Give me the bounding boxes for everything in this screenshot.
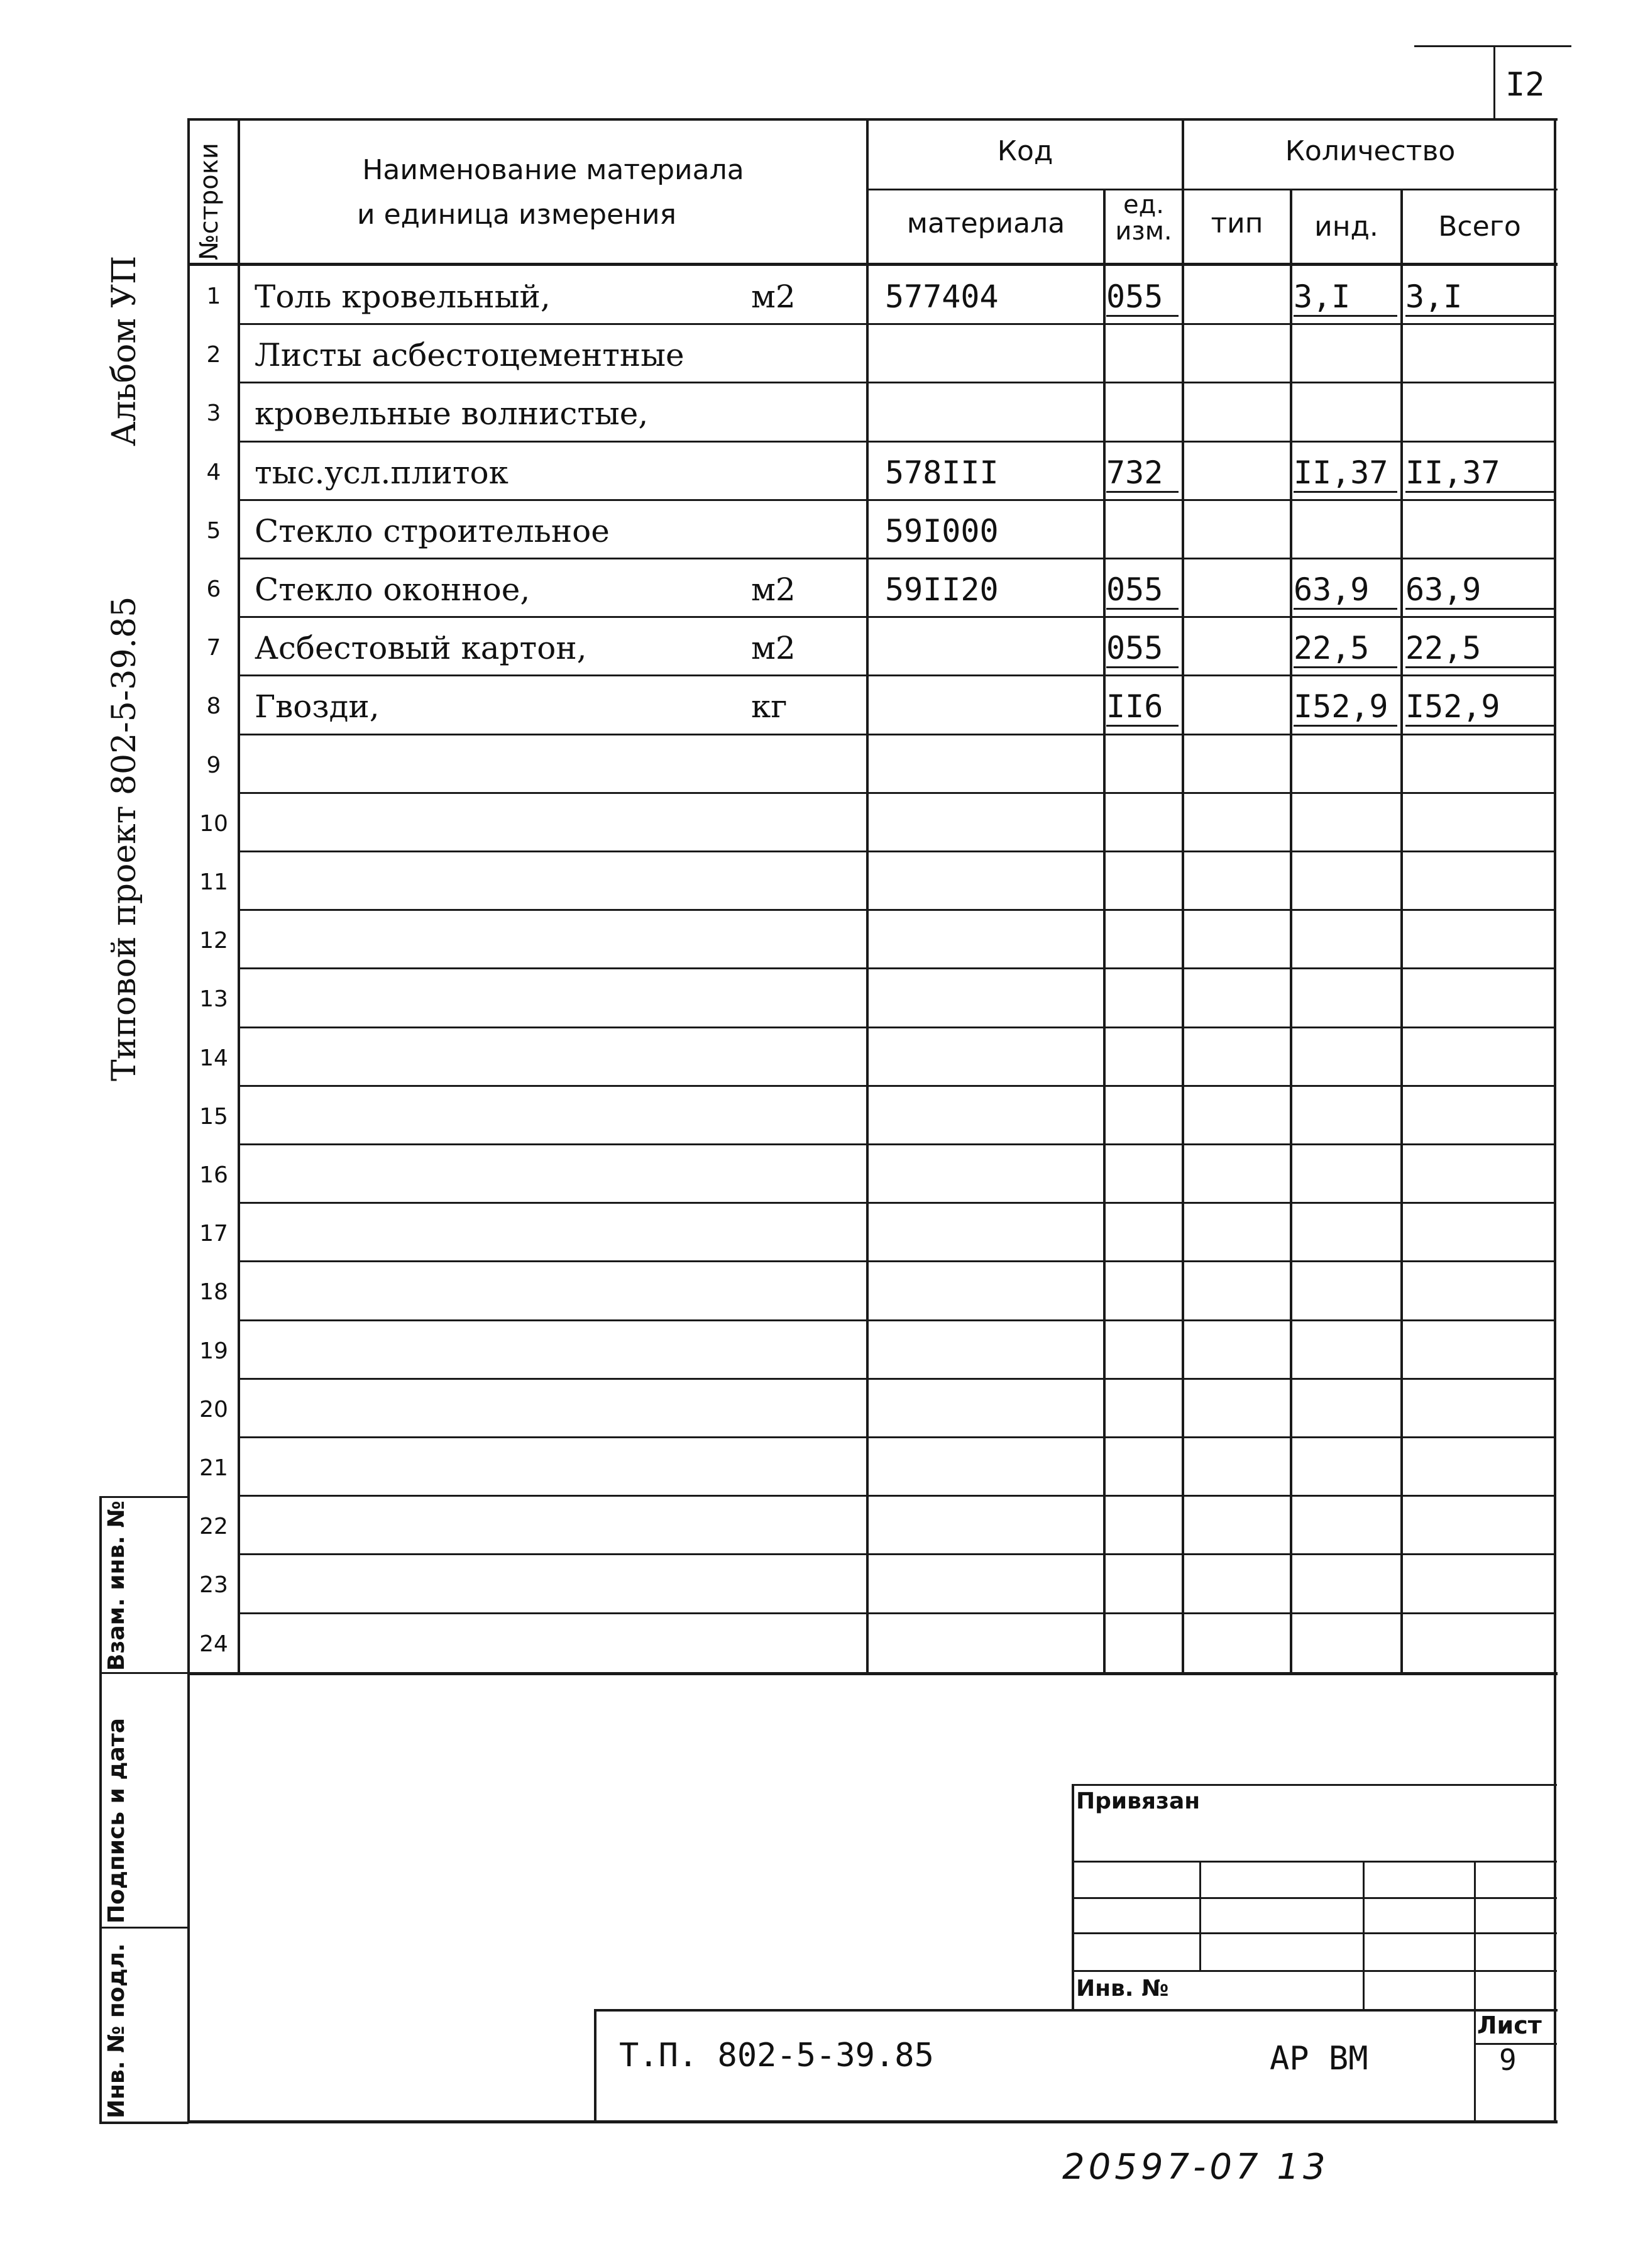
header-qty-ind: инд. [1314,211,1378,243]
row-number: 2 [206,342,221,368]
row-number: 13 [199,986,228,1012]
row-unit-code: 055 [1106,571,1179,610]
side-title: Типовой проект 802-5-39.85 [106,596,143,1081]
inv-podl-label: Инв. № подл. [104,1943,129,2118]
row-total: I52,9 [1405,688,1554,727]
row-number: 1 [206,284,221,309]
row-name: кровельные волнистые, [255,395,649,432]
row-number: 16 [199,1162,228,1188]
row-code: 59I000 [885,513,999,549]
row-number: 15 [199,1104,228,1130]
row-ind: 22,5 [1294,630,1397,668]
row-unit-code: 055 [1106,630,1179,668]
footer-code: 20597-07 13 [1062,2147,1329,2188]
row-unit-code: 055 [1106,278,1179,317]
row-name: Стекло оконное, [255,571,530,608]
podpis-label: Подпись и дата [104,1718,129,1924]
row-number: 6 [206,576,221,602]
section-code: АР ВМ [1270,2040,1368,2078]
row-number: 18 [199,1279,228,1305]
row-name: Толь кровельный, [255,278,551,315]
row-number: 3 [206,400,221,426]
header-qty-type: тип [1211,207,1263,239]
row-ind: 63,9 [1294,571,1397,610]
row-total: II,37 [1405,454,1554,493]
row-name: тыс.усл.плиток [255,454,508,491]
header-qty: Количество [1285,135,1456,167]
document-code: Т.П. 802-5-39.85 [619,2037,934,2074]
row-code: 59II20 [885,571,999,608]
row-number: 12 [199,928,228,954]
row-ind: 3,I [1294,278,1397,317]
row-number: 24 [199,1631,228,1657]
row-total: 22,5 [1405,630,1554,668]
row-number: 20 [199,1397,228,1423]
row-number: 8 [206,693,221,719]
row-name: Листы асбестоцементные [255,337,684,373]
row-ind: II,37 [1294,454,1397,493]
header-qty-total: Всего [1438,211,1521,243]
row-name: Асбестовый картон, [255,630,587,666]
row-ind: I52,9 [1294,688,1397,727]
row-unit-code: 732 [1106,454,1179,493]
row-number: 5 [206,518,221,544]
row-total: 3,I [1405,278,1554,317]
row-number: 4 [206,460,221,485]
row-code: 577404 [885,278,999,315]
page-number: I2 [1505,66,1545,104]
header-name-2: и единица измерения [356,199,677,231]
inv-no-label: Инв. № [1076,1976,1169,2001]
row-number: 10 [199,811,228,837]
row-unit: м2 [751,571,796,608]
header-code-unit: ед. изм. [1115,190,1172,246]
row-number: 22 [199,1514,228,1539]
row-code: 578III [885,454,999,491]
row-total: 63,9 [1405,571,1554,610]
row-number: 23 [199,1572,228,1598]
side-album: Альбом УП [106,255,143,446]
row-number: 9 [206,752,221,778]
row-unit-code: II6 [1106,688,1179,727]
header-row-no: №строки [195,143,224,260]
row-number: 7 [206,635,221,661]
sheet-label: Лист [1477,2012,1542,2039]
row-number: 17 [199,1221,228,1247]
row-number: 14 [199,1045,228,1071]
row-number: 19 [199,1338,228,1364]
row-name: Стекло строительное [255,513,610,549]
sheet-number: 9 [1499,2043,1517,2077]
row-number: 11 [199,869,228,895]
vzam-label: Взам. инв. № [104,1500,129,1671]
row-unit: м2 [751,630,796,666]
row-unit: м2 [751,278,796,315]
header-name: Наименование материала [362,154,744,186]
row-name: Гвозди, [255,688,380,725]
row-unit: кг [751,688,788,725]
privyazan-label: Привязан [1076,1788,1201,1814]
row-number: 21 [199,1455,228,1481]
header-code: Код [997,135,1053,167]
header-code-material: материала [906,207,1065,239]
